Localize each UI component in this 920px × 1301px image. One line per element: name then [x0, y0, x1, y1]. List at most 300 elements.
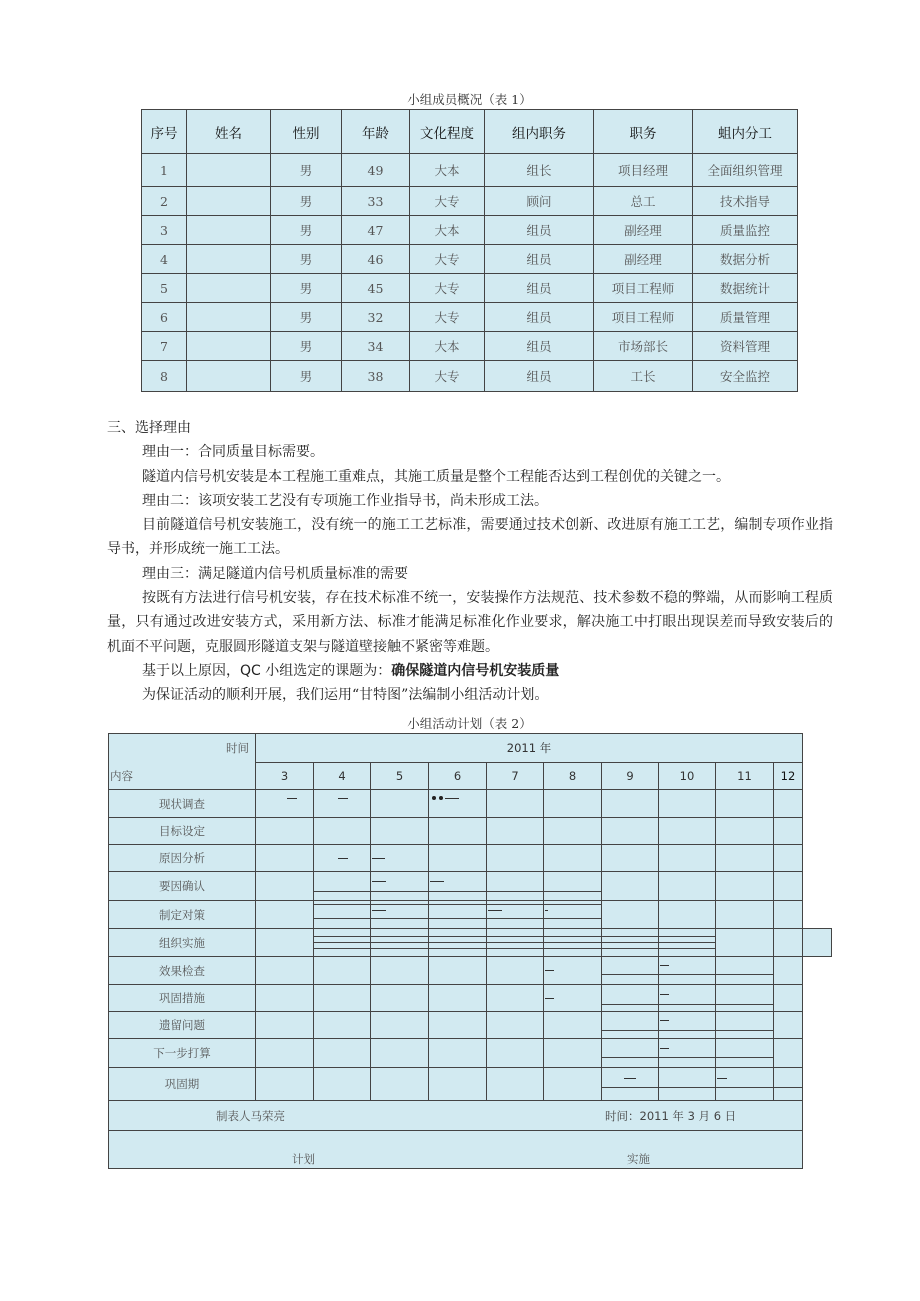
gantt-cell	[774, 818, 803, 845]
gantt-cell	[429, 818, 487, 845]
gantt-cell	[544, 1068, 602, 1101]
gantt-cell	[544, 845, 602, 872]
gantt-cell	[429, 929, 487, 957]
col-header: 组内职务	[485, 110, 594, 154]
content-label: 内容	[110, 769, 133, 783]
cell: 2	[142, 187, 187, 216]
gantt-cell	[487, 957, 544, 985]
actual-bar	[660, 1020, 669, 1021]
cell: 49	[342, 154, 410, 187]
gantt-cell	[314, 1039, 371, 1068]
gantt-cell	[774, 929, 803, 957]
gantt-cell	[256, 1068, 314, 1101]
plan-line	[774, 1087, 802, 1088]
gantt-row	[109, 845, 832, 872]
actual-bar	[445, 798, 459, 799]
month-header: 3	[256, 763, 314, 790]
actual-bar	[660, 965, 669, 966]
cell: 大本	[410, 154, 485, 187]
gantt-row	[109, 872, 832, 901]
gantt-cell	[371, 929, 429, 957]
cell: 项目工程师	[594, 274, 693, 303]
table-header-row	[142, 110, 798, 154]
plan-line	[659, 942, 715, 943]
gantt-cell	[716, 845, 774, 872]
cell: 32	[342, 303, 410, 332]
cell: 38	[342, 361, 410, 392]
cell	[187, 187, 271, 216]
gantt-cell	[774, 1039, 803, 1068]
cell: 大专	[410, 187, 485, 216]
gantt-cell	[774, 985, 803, 1012]
topic-line	[107, 659, 833, 683]
gantt-cell	[659, 985, 716, 1012]
gantt-cell	[256, 872, 314, 901]
gantt-row	[109, 901, 832, 929]
gantt-cell	[256, 818, 314, 845]
topic-prefix: 基于以上原因，	[142, 662, 240, 679]
col-header: 文化程度	[410, 110, 485, 154]
gantt-cell	[314, 985, 371, 1012]
plan-line	[602, 974, 658, 975]
plan-line	[716, 974, 773, 975]
gantt-cell	[314, 872, 371, 901]
gantt-cell	[602, 872, 659, 901]
gantt-table	[108, 733, 832, 1169]
gantt-cell	[659, 872, 716, 901]
month-header: 5	[371, 763, 429, 790]
legend-cell	[109, 1131, 803, 1169]
cell: 质量监控	[693, 216, 798, 245]
cell: 46	[342, 245, 410, 274]
plan-line	[544, 942, 601, 943]
cell: 组员	[485, 303, 594, 332]
cell: 47	[342, 216, 410, 245]
gantt-cell	[602, 818, 659, 845]
cell: 大专	[410, 303, 485, 332]
month-header: 4	[314, 763, 371, 790]
cell: 组员	[485, 274, 594, 303]
plan-line	[544, 904, 601, 905]
plan-bar	[372, 858, 385, 859]
gantt-cell	[487, 1068, 544, 1101]
plan-line	[602, 942, 658, 943]
gantt-cell	[659, 929, 716, 957]
reason-3: 理由三：满足隧道内信号机质量标准的需要	[142, 565, 408, 582]
table-row	[142, 332, 798, 361]
gantt-year-row	[109, 734, 832, 763]
gantt-cell	[256, 845, 314, 872]
actual-bar	[372, 881, 386, 882]
actual-dot	[432, 796, 436, 800]
task-label: 遗留问题	[109, 1012, 256, 1039]
gantt-cell	[716, 1068, 774, 1101]
cell	[187, 361, 271, 392]
gantt-cell	[602, 929, 659, 957]
cell: 技术指导	[693, 187, 798, 216]
task-label: 目标设定	[109, 818, 256, 845]
cell: 大专	[410, 274, 485, 303]
month-header: 9	[602, 763, 659, 790]
gantt-cell	[256, 929, 314, 957]
plan-line	[544, 936, 601, 937]
gantt-cell	[602, 845, 659, 872]
gantt-cell	[256, 790, 314, 818]
cell: 男	[271, 361, 342, 392]
reason-1-text: 隧道内信号机安装是本工程施工重难点，其施工质量是整个工程能否达到工程创优的关键之一。	[142, 468, 730, 485]
plan-line	[602, 1087, 658, 1088]
task-label: 巩固措施	[109, 985, 256, 1012]
task-label: 原因分析	[109, 845, 256, 872]
task-label: 组织实施	[109, 929, 256, 957]
col-header: 蛆内分工	[693, 110, 798, 154]
cell: 顾问	[485, 187, 594, 216]
cell: 工长	[594, 361, 693, 392]
gantt-cell	[429, 1039, 487, 1068]
plan-line	[429, 891, 486, 892]
gantt-cell	[314, 901, 371, 929]
month-header: 6	[429, 763, 487, 790]
gantt-cell	[487, 818, 544, 845]
gantt-row	[109, 985, 832, 1012]
gantt-cell	[371, 985, 429, 1012]
gantt-cell	[256, 957, 314, 985]
cell: 1	[142, 154, 187, 187]
cell: 组员	[485, 332, 594, 361]
actual-dot	[439, 796, 443, 800]
gantt-cell	[803, 929, 832, 957]
gantt-cell	[659, 1012, 716, 1039]
plan-line	[716, 1004, 773, 1005]
cell: 副经理	[594, 245, 693, 274]
cell	[187, 274, 271, 303]
gantt-cell	[371, 872, 429, 901]
gantt-cell	[544, 872, 602, 901]
table-date: 时间：2011 年 3 月 6 日	[605, 1109, 737, 1123]
gantt-cell	[716, 1039, 774, 1068]
gantt-cell	[371, 1012, 429, 1039]
plan-line	[716, 1087, 773, 1088]
cell: 质量管理	[693, 303, 798, 332]
plan-line	[602, 948, 658, 949]
cell: 数据统计	[693, 274, 798, 303]
table-row	[142, 361, 798, 392]
gantt-cell	[256, 1039, 314, 1068]
gantt-cell	[544, 790, 602, 818]
gantt-cell	[371, 845, 429, 872]
plan-line	[544, 891, 601, 892]
task-label: 现状调查	[109, 790, 256, 818]
cell: 男	[271, 187, 342, 216]
cell: 6	[142, 303, 187, 332]
gantt-cell	[716, 929, 774, 957]
plan-line	[429, 942, 486, 943]
gantt-cell	[371, 790, 429, 818]
plan-line	[429, 904, 486, 905]
cell: 7	[142, 332, 187, 361]
gantt-cell	[314, 790, 371, 818]
gantt-cell	[659, 1068, 716, 1101]
gantt-cell	[429, 901, 487, 929]
gantt-cell	[774, 1068, 803, 1101]
cell: 项目工程师	[594, 303, 693, 332]
gantt-cell	[659, 845, 716, 872]
cell: 大本	[410, 332, 485, 361]
actual-bar	[372, 910, 386, 911]
gantt-cell	[371, 957, 429, 985]
gantt-cell	[314, 1012, 371, 1039]
gantt-cell	[487, 929, 544, 957]
gantt-cell	[544, 957, 602, 985]
table-row	[142, 303, 798, 332]
gantt-cell	[544, 818, 602, 845]
plan-line	[429, 948, 486, 949]
col-header: 姓名	[187, 110, 271, 154]
cell: 男	[271, 332, 342, 361]
gantt-cell	[602, 957, 659, 985]
cell	[187, 303, 271, 332]
gantt-cell	[659, 957, 716, 985]
cell: 总工	[594, 187, 693, 216]
cell: 项目经理	[594, 154, 693, 187]
plan-line	[544, 918, 601, 919]
plan-line	[371, 936, 428, 937]
actual-bar	[545, 910, 548, 911]
plan-intro: 为保证活动的顺利开展，我们运用“甘特图”法编制小组活动计划。	[142, 687, 549, 704]
gantt-cell	[659, 901, 716, 929]
reason-2-text: 目前隧道信号机安装施工，没有统一的施工工艺标准，需要通过技术创新、改进原有施工工艺，编制专项作业指导书，并形成统一施工工法。	[107, 517, 833, 558]
gantt-cell	[544, 1012, 602, 1039]
legend-plan: 计划	[292, 1152, 315, 1166]
gantt-cell	[544, 1039, 602, 1068]
gantt-cell	[659, 818, 716, 845]
table-row	[142, 274, 798, 303]
month-header: 7	[487, 763, 544, 790]
cell: 45	[342, 274, 410, 303]
gantt-cell	[602, 1039, 659, 1068]
task-label: 巩固期	[109, 1068, 256, 1101]
cell	[187, 216, 271, 245]
cell: 男	[271, 303, 342, 332]
gantt-cell	[774, 845, 803, 872]
members-table	[141, 109, 798, 392]
gantt-row	[109, 790, 832, 818]
plan-line	[602, 1030, 658, 1031]
actual-bar	[660, 1048, 669, 1049]
gantt-cell	[429, 1012, 487, 1039]
gantt-cell	[602, 1068, 659, 1101]
plan-line	[314, 918, 370, 919]
cell: 大专	[410, 245, 485, 274]
cell: 组长	[485, 154, 594, 187]
gantt-cell	[256, 901, 314, 929]
cell: 3	[142, 216, 187, 245]
plan-line	[602, 1004, 658, 1005]
actual-bar	[430, 881, 444, 882]
plan-bar	[338, 858, 348, 859]
cell: 男	[271, 245, 342, 274]
month-header: 12	[774, 763, 803, 790]
table-row	[142, 154, 798, 187]
gantt-cell	[429, 957, 487, 985]
gantt-cell	[371, 1068, 429, 1101]
col-header: 序号	[142, 110, 187, 154]
gantt-cell	[487, 1012, 544, 1039]
task-label: 效果检查	[109, 957, 256, 985]
plan-line	[314, 942, 370, 943]
col-header: 性别	[271, 110, 342, 154]
gantt-cell	[429, 790, 487, 818]
cell: 8	[142, 361, 187, 392]
gantt-legend-row	[109, 1131, 832, 1169]
gantt-cell	[256, 985, 314, 1012]
cell: 男	[271, 216, 342, 245]
plan-line	[429, 918, 486, 919]
plan-line	[659, 1004, 715, 1005]
table-row	[142, 245, 798, 274]
gantt-cell	[774, 1012, 803, 1039]
gantt-cell	[371, 901, 429, 929]
task-label: 下一步打算	[109, 1039, 256, 1068]
gantt-cell	[774, 957, 803, 985]
gantt-cell	[429, 985, 487, 1012]
cell	[187, 245, 271, 274]
gantt-cell	[659, 1039, 716, 1068]
cell: 大本	[410, 216, 485, 245]
gantt-cell	[716, 790, 774, 818]
actual-bar	[717, 1078, 727, 1079]
col-header: 年龄	[342, 110, 410, 154]
cell: 数据分析	[693, 245, 798, 274]
plan-line	[487, 918, 543, 919]
gantt-row	[109, 1039, 832, 1068]
gantt-cell	[487, 901, 544, 929]
plan-line	[371, 942, 428, 943]
reason-3-text: 按既有方法进行信号机安装，存在技术标准不统一，安装操作方法规范、技术参数不稳的弊端，从而影响工程质量，只有通过改进安装方式，采用新方法、标准才能满足标准化作业要求，解决施工中打眼出现误差而导致安装后的机面不平问题，克服圆形隧道支架与隧道壁接触不紧密等难题。	[107, 590, 833, 655]
gantt-footer-row	[109, 1101, 832, 1131]
plan-line	[487, 942, 543, 943]
gantt-cell	[544, 929, 602, 957]
gantt-cell	[487, 872, 544, 901]
footer-cell	[109, 1101, 803, 1131]
plan-line	[602, 1057, 658, 1058]
topic-qc: QC	[240, 662, 261, 679]
gantt-cell	[371, 818, 429, 845]
cell	[187, 154, 271, 187]
time-label: 时间	[226, 741, 249, 755]
gantt-cell	[314, 818, 371, 845]
gantt-cell	[371, 1039, 429, 1068]
actual-bar	[660, 994, 669, 995]
task-label: 要因确认	[109, 872, 256, 901]
month-header: 8	[544, 763, 602, 790]
gantt-row	[109, 929, 832, 957]
gantt-cell	[544, 901, 602, 929]
topic-mid: 小组选定的课题为：	[260, 662, 392, 679]
reason-2: 理由二：该项安装工艺没有专项施工作业指导书，尚未形成工法。	[142, 492, 548, 509]
gantt-cell	[487, 1039, 544, 1068]
gantt-cell	[544, 985, 602, 1012]
gantt-row	[109, 1012, 832, 1039]
plan-line	[371, 948, 428, 949]
gantt-cell	[487, 845, 544, 872]
cell: 组员	[485, 216, 594, 245]
plan-line	[544, 948, 601, 949]
cell: 组员	[485, 245, 594, 274]
section-text	[107, 416, 833, 708]
plan-line	[659, 936, 715, 937]
legend-actual: 实施	[627, 1152, 650, 1166]
gantt-cell	[314, 845, 371, 872]
cell: 5	[142, 274, 187, 303]
cell: 资料管理	[693, 332, 798, 361]
gantt-cell	[314, 929, 371, 957]
actual-bar	[545, 970, 554, 971]
gantt-cell	[314, 1068, 371, 1101]
table-row	[142, 187, 798, 216]
table-row	[142, 216, 798, 245]
gantt-cell	[602, 1012, 659, 1039]
plan-line	[314, 891, 370, 892]
cell: 34	[342, 332, 410, 361]
month-header: 11	[716, 763, 774, 790]
cell: 全面组织管理	[693, 154, 798, 187]
plan-line	[314, 948, 370, 949]
actual-bar	[545, 998, 554, 999]
gantt-cell	[487, 985, 544, 1012]
plan-line	[371, 904, 428, 905]
plan-line	[487, 904, 543, 905]
gantt-cell	[314, 957, 371, 985]
cell: 大专	[410, 361, 485, 392]
gantt-cell	[602, 901, 659, 929]
gantt-cell	[256, 1012, 314, 1039]
topic-title: 确保隧道内信号机安装质量	[391, 662, 560, 679]
gantt-cell	[716, 957, 774, 985]
month-header: 10	[659, 763, 716, 790]
plan-line	[429, 936, 486, 937]
gantt-cell	[716, 901, 774, 929]
gantt-row	[109, 1068, 832, 1101]
gantt-corner	[109, 734, 256, 790]
gantt-cell	[429, 1068, 487, 1101]
cell: 男	[271, 274, 342, 303]
plan-line	[716, 1030, 773, 1031]
plan-line	[659, 1057, 715, 1058]
gantt-cell	[716, 985, 774, 1012]
cell: 市场部长	[594, 332, 693, 361]
gantt-cell	[602, 985, 659, 1012]
table-maker: 制表人马荣亮	[216, 1109, 285, 1123]
gantt-cell	[774, 901, 803, 929]
gantt-cell	[602, 790, 659, 818]
plan-line	[659, 1030, 715, 1031]
cell: 4	[142, 245, 187, 274]
plan-line	[487, 891, 543, 892]
reason-1: 理由一：合同质量目标需要。	[142, 444, 324, 461]
gantt-cell	[716, 872, 774, 901]
cell: 副经理	[594, 216, 693, 245]
plan-line	[371, 891, 428, 892]
cell	[187, 332, 271, 361]
cell: 男	[271, 154, 342, 187]
gantt-cell	[716, 818, 774, 845]
actual-bar	[488, 910, 502, 911]
gantt-row	[109, 957, 832, 985]
gantt-cell	[429, 845, 487, 872]
gantt-cell	[659, 790, 716, 818]
plan-bar	[338, 798, 348, 799]
